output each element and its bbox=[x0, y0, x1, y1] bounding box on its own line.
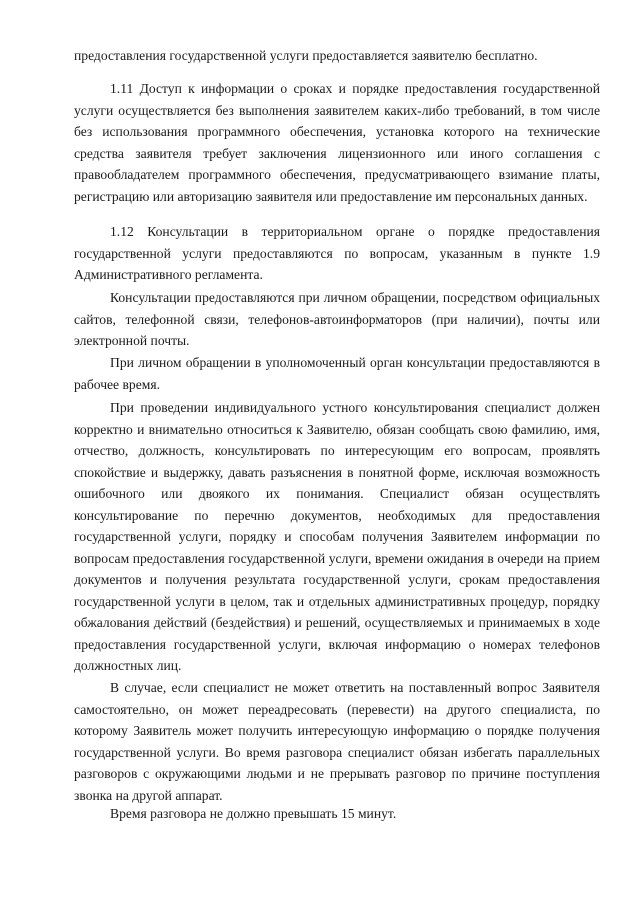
paragraph-time-limit: Время разговора не должно превышать 15 минут. bbox=[110, 806, 397, 821]
paragraph-personal-visit: При личном обращении в уполномоченный орган консультации предоставляются в рабочее время. bbox=[74, 355, 600, 392]
paragraph-continuation: предоставления государственной услуги предоставляется заявителю бесплатно. bbox=[74, 48, 538, 63]
paragraph-redirect: В случае, если специалист не может ответить на поставленный вопрос Заявителя самостоятельно, он может переадресовать (перевести) на другого специалиста, по которому Заявитель может получить интересующую информацию о порядке получения государственной услуги. Во время разговора специалист обязан избегать параллельных разговоров с окружающими людьми и не прерывать разговор по причине поступления звонка на другой аппарат. bbox=[74, 680, 600, 803]
paragraph-consultation-channels: Консультации предоставляются при личном обращении, посредством официальных сайтов, телефонной связи, телефонов-автоинформаторов (при наличии), почты или электронной почты. bbox=[74, 290, 600, 348]
paragraph-1-11: 1.11 Доступ к информации о сроках и порядке предоставления государственной услуги осуществляется без выполнения заявителем каких-либо требований, в том числе без использования программного обеспечения, установка которого на технические средства заявителя требует заключения лицензионного или иного соглашения с правообладателем программного обеспечения, предусматривающего взимание платы, регистрацию или авторизацию заявителя или предоставление им персональных данных. bbox=[74, 81, 600, 204]
paragraph-1-12: 1.12 Консультации в территориальном органе о порядке предоставления государственной услуги предоставляются по вопросам, указанным в пункте 1.9 Административного регламента. bbox=[74, 224, 600, 282]
paragraph-individual-consulting: При проведении индивидуального устного консультирования специалист должен корректно и внимательно относиться к Заявителю, обязан сообщать свою фамилию, имя, отчество, должность, консультировать по интересующим его вопросам, проявлять спокойствие и выдержку, давать разъяснения в понятной форме, исключая возможность ошибочного или двоякого их понимания. Специалист обязан осуществлять консультирование по перечню документов, необходимых для предоставления государственной услуги, порядку и способам получения Заявителем информации по вопросам предоставления государственной услуги, времени ожидания в очереди на прием документов и получения результата государственной услуги, срокам предоставления государственной услуги в целом, так и отдельных административных процедур, порядку обжалования действий (бездействия) и решений, осуществляемых и принимаемых в ходе предоставления государственной услуги, включая информацию о номерах телефонов должностных лиц. bbox=[74, 400, 600, 673]
